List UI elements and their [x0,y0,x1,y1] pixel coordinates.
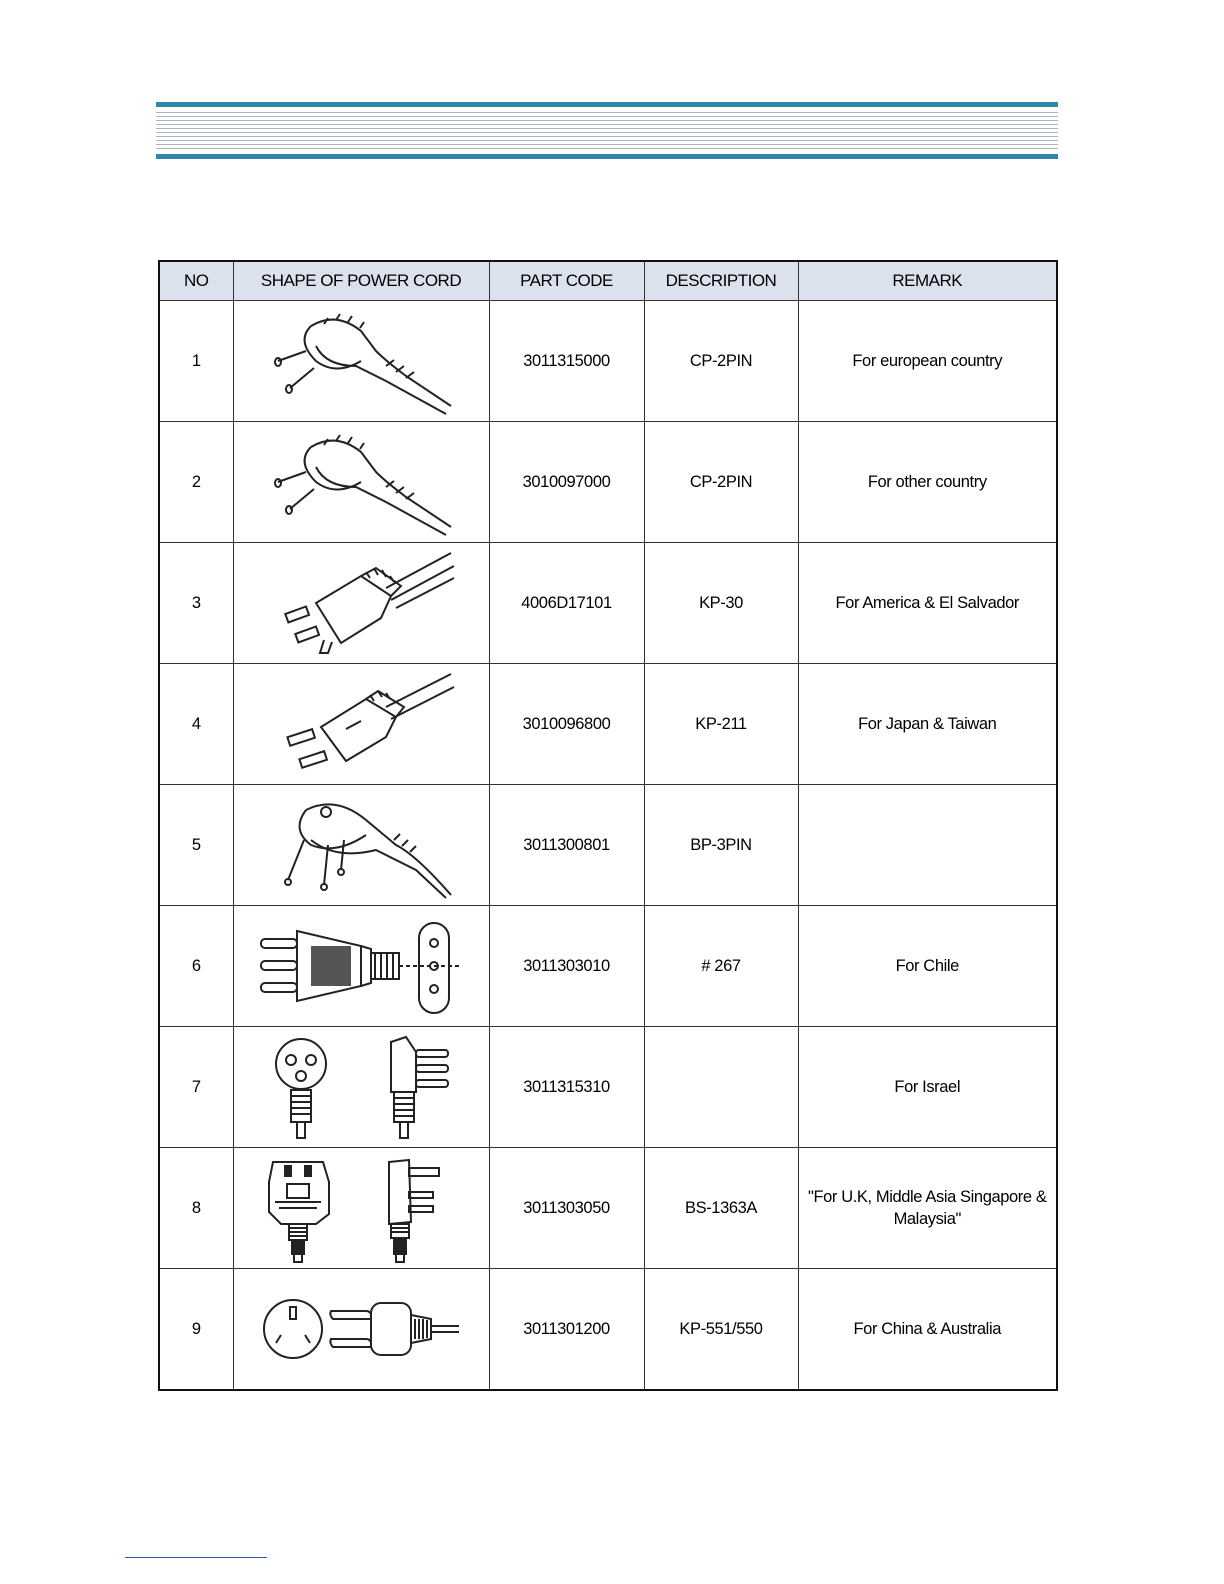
row-no: 3 [159,543,233,664]
row-remark: For America & El Salvador [798,543,1057,664]
row-description: KP-30 [644,543,798,664]
bs1363-uk-plug-icon [261,1152,461,1264]
row-part-code: 3011303010 [489,906,644,1027]
row-description: KP-211 [644,664,798,785]
row-no: 5 [159,785,233,906]
row-no: 8 [159,1148,233,1269]
header-part-code: PART CODE [489,261,644,301]
us-3-prong-plug-icon [266,548,456,658]
row-no: 4 [159,664,233,785]
israel-3-pin-plug-icon [266,1032,456,1142]
header-description: DESCRIPTION [644,261,798,301]
row-part-code: 3010097000 [489,422,644,543]
row-part-code: 3011303050 [489,1148,644,1269]
table-row [159,664,1057,785]
table-row [159,1269,1057,1391]
header-remark: REMARK [798,261,1057,301]
row-part-code: 3011315000 [489,301,644,422]
schuko-angled-plug-icon [266,427,456,537]
row-no: 2 [159,422,233,543]
row-remark: For China & Australia [798,1269,1057,1391]
row-part-code: 3011315310 [489,1027,644,1148]
row-remark: "For U.K, Middle Asia Singapore & Malaysia" [798,1148,1057,1269]
header-shape: SHAPE OF POWER CORD [233,261,489,301]
row-description: BP-3PIN [644,785,798,906]
table-row [159,785,1057,906]
row-no: 9 [159,1269,233,1391]
us-2-prong-plug-icon [266,669,456,779]
row-description: # 267 [644,906,798,1027]
row-description: CP-2PIN [644,301,798,422]
italian-3-pin-plug-icon [256,911,466,1021]
row-remark: For european country [798,301,1057,422]
row-description: KP-551/550 [644,1269,798,1391]
table-row [159,906,1057,1027]
power-cord-table [158,260,1058,1391]
footer-divider [125,1557,267,1558]
row-part-code: 4006D17101 [489,543,644,664]
table-row [159,422,1057,543]
row-no: 6 [159,906,233,1027]
au-cn-plug-icon [261,1289,461,1369]
row-remark [798,785,1057,906]
row-part-code: 3011301200 [489,1269,644,1391]
round-3-pin-angled-plug-icon [266,790,456,900]
table-header-row [159,261,1057,301]
row-part-code: 3011300801 [489,785,644,906]
row-description: CP-2PIN [644,422,798,543]
header-no: NO [159,261,233,301]
row-description [644,1027,798,1148]
row-remark: For Japan & Taiwan [798,664,1057,785]
row-description: BS-1363A [644,1148,798,1269]
table-row [159,1027,1057,1148]
row-remark: For other country [798,422,1057,543]
header-banner [156,102,1058,160]
row-part-code: 3010096800 [489,664,644,785]
table-row [159,1148,1057,1269]
table-row [159,543,1057,664]
row-remark: For Chile [798,906,1057,1027]
row-no: 1 [159,301,233,422]
row-remark: For Israel [798,1027,1057,1148]
row-no: 7 [159,1027,233,1148]
table-row [159,301,1057,422]
schuko-angled-plug-icon [266,306,456,416]
